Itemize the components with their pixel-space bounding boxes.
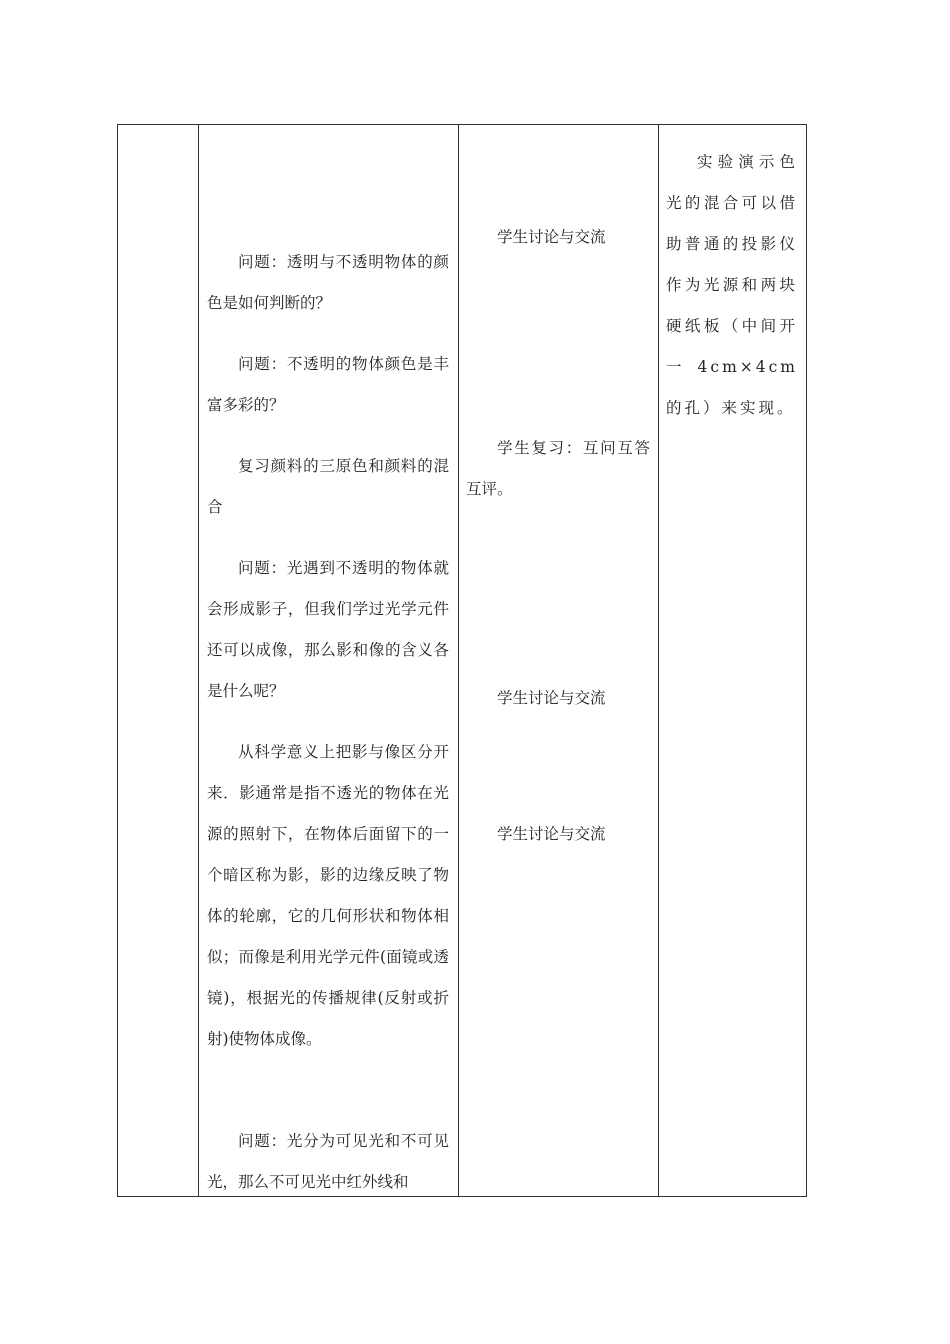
experiment-note: 实验演示色光的混合可以借助普通的投影仪作为光源和两块硬纸板（中间开一 4cm×4cm 的孔）来实现。 <box>666 153 798 417</box>
question-paragraph: 问题：不透明的物体颜色是丰富多彩的？ <box>207 355 449 414</box>
student-activity-text: 学生讨论与交流 <box>497 689 606 707</box>
notes-cell <box>658 125 806 1196</box>
question-paragraph: 问题：透明与不透明物体的颜色是如何判断的？ <box>207 253 449 312</box>
question-paragraph: 问题：光遇到不透明的物体就会形成影子，但我们学过光学元件还可以成像，那么影和像的含义各是什么呢？ <box>207 559 449 700</box>
teacher-activity-cell <box>198 125 458 1196</box>
lesson-table <box>117 124 807 1197</box>
student-activity-cell <box>458 125 658 1196</box>
review-paragraph: 复习颜料的三原色和颜料的混合 <box>207 457 449 516</box>
student-activity-text: 学生讨论与交流 <box>497 228 606 246</box>
explanation-paragraph: 从科学意义上把影与像区分开来．影通常是指不透光的物体在光源的照射下，在物体后面留下的一个暗区称为影，影的边缘反映了物体的轮廓，它的几何形状和物体相似；而像是利用光学元件(面镜或透镜)，根据光的传播规律(反射或折射)使物体成像。 <box>207 743 449 1048</box>
question-paragraph: 问题：光分为可见光和不可见光，那么不可见光中红外线和 <box>207 1132 449 1191</box>
student-activity-text: 学生复习：互问互答互评。 <box>466 439 650 498</box>
student-activity-text: 学生讨论与交流 <box>497 825 606 843</box>
table-cell-empty <box>118 125 198 1196</box>
